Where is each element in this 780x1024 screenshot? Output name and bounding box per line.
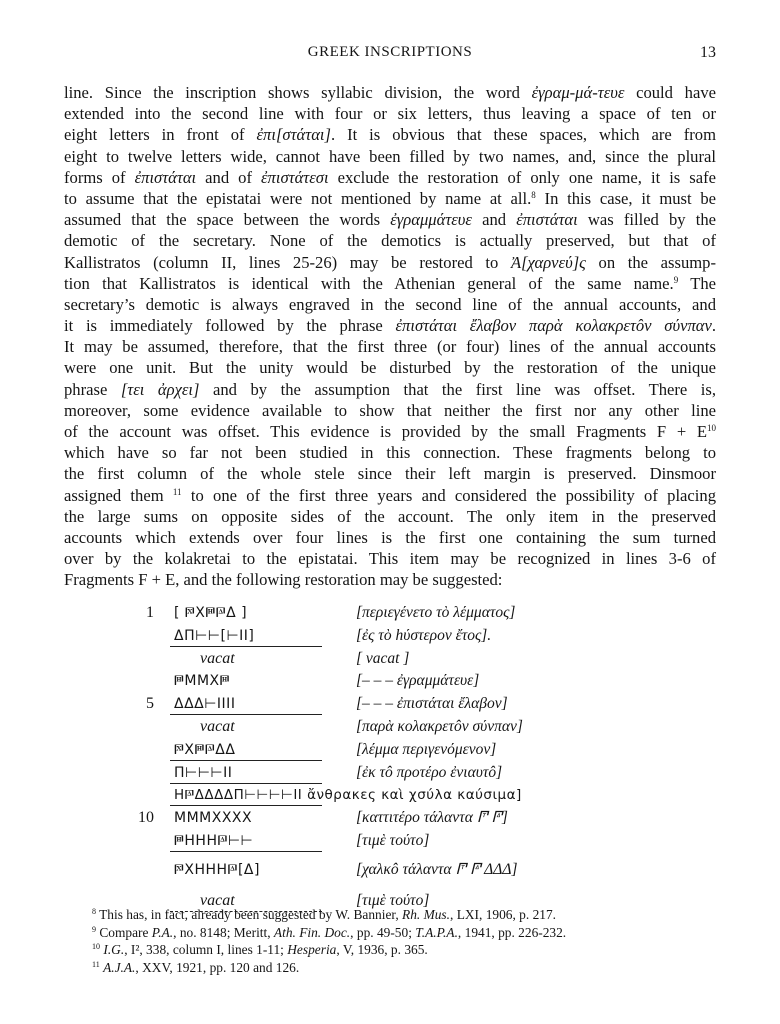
greek-phrase: ἐπιστάτεσι (261, 167, 329, 187)
restoration-text: [τιμὲ τούτο] (356, 891, 430, 909)
running-title: GREEK INSCRIPTIONS (307, 44, 473, 60)
line-number: 10 (138, 809, 154, 827)
citation-title: Hesperia (287, 942, 337, 958)
text-line (64, 336, 716, 357)
footnote-text: This has, in fact, already been suggested by W. Bannier, (99, 907, 403, 922)
inscription-row (130, 693, 570, 716)
inscription-row (130, 739, 570, 762)
inscription-restoration (130, 602, 570, 912)
greek-phrase: ἐπιστάται ἔλαβον παρὰ κολακρετôν σύνπαν (395, 316, 712, 336)
numeral-text: ΜΜΜΧΧΧΧ (174, 810, 253, 827)
numeral-text: 𐅆Χ𐅅𐅄ΔΔ (174, 741, 236, 758)
vacat-marker: vacat (200, 717, 235, 735)
footnote (92, 959, 722, 977)
text-line (64, 124, 716, 145)
citation-title: A.J.A. (103, 959, 136, 975)
numeral-text: 𐅅ΗΗΗ𐅄⊢⊢ (174, 832, 254, 849)
restoration-text: [λέμμα περιγενόμενον] (356, 740, 497, 758)
numeral-text: 𐅅ΜΜΧ𐅅 (174, 673, 231, 690)
text-run: eight letters in front of (64, 125, 257, 145)
text-line (64, 357, 716, 378)
restoration-text: [– – – ἐγραμμάτευε] (356, 672, 480, 690)
text-run: assumed that the space between the words (64, 210, 391, 230)
running-header (64, 44, 716, 70)
restoration-text: [χαλκô τάλαντα 𐅈 𐅄 ΔΔΔ] (356, 860, 518, 878)
text-line (64, 209, 716, 230)
restoration-text: [περιεγένετο τὸ λέμματος] (356, 604, 516, 621)
footnote-number: 9 (92, 924, 96, 934)
text-run: the first column of the whole stele since their left margin is preserved. Dinsmoor (64, 464, 716, 484)
text-run: and of (196, 167, 262, 187)
citation-title: Rh. Mus. (402, 907, 450, 922)
text-line (64, 273, 716, 294)
line-number: 5 (146, 695, 154, 713)
text-run: . It is obvious that these spaces, which are from (330, 125, 716, 145)
text-run: Fragments F + E, and the following restoration may be suggested: (64, 570, 503, 590)
restoration-text: [ἐκ τô προτέρο ἐνιαυτô] (356, 763, 503, 781)
text-run: the large sums on opposite sides of the account. The only item in the preserved (64, 506, 716, 526)
inscription-row (130, 859, 570, 882)
footnote-ref: 9 (673, 274, 679, 285)
line-rule (170, 851, 322, 852)
inscription-row (130, 670, 570, 693)
greek-phrase: ἐπιστάται (516, 210, 578, 230)
greek-phrase: ἐπι[στάται] (256, 125, 331, 145)
text-run: line. Since the inscription shows syllabic division, the word (64, 83, 532, 102)
inscription-row (130, 625, 570, 648)
line-number: 1 (146, 604, 154, 621)
footnote (92, 924, 722, 942)
text-run: were one unit. But the unity would be disturbed by the restoration of the unique (64, 358, 716, 378)
text-run: assigned them (64, 485, 173, 505)
text-line (64, 146, 716, 167)
greek-phrase: ἐγραμμάτευε (390, 210, 472, 230)
text-line (64, 167, 716, 188)
footnote-text: Compare (99, 924, 152, 940)
numeral-text: ΔΠ⊢⊢[⊢ΙΙ] (174, 627, 255, 644)
inscription-row (130, 784, 570, 807)
text-line (64, 527, 716, 548)
footnote-text: , XXV, 1921, pp. 120 and 126. (135, 959, 300, 975)
numeral-text: Π⊢⊢⊢ΙΙ (174, 764, 233, 781)
inscription-row (130, 762, 570, 785)
text-line (64, 400, 716, 421)
footnote-number: 10 (92, 942, 100, 952)
text-run: on the assump- (585, 252, 716, 272)
restoration-text: [καττιτέρο τάλαντα 𐅈 𐅄] (356, 809, 508, 827)
text-run: over by the kolakretai to the epistatai. This item may be recognized in lines 3-6 of (64, 549, 716, 569)
text-run: accounts which extends over four lines is the first one containing the sum turned (64, 527, 716, 547)
text-line (64, 421, 716, 442)
numeral-text: Η𐅄ΔΔΔΔΠ⊢⊢⊢⊢ΙΙ ἄνθρακες καὶ χσύλα καύσιμα] (174, 787, 522, 804)
text-run: forms of (64, 167, 135, 187)
text-run: which have so far not been studied in this connection. These fragments belong to (64, 443, 716, 463)
text-run: exclude the restoration of only one name, it is safe (328, 167, 717, 187)
text-run: demotic of the secretary. None of the demotics is actually preserved, but that of (64, 231, 716, 251)
inscription-row (130, 648, 570, 671)
text-run: to one of the first three years and considered the possibility of placing (181, 485, 716, 505)
restoration-text: [ἐς τὸ hύστερον ἔτος]. (356, 626, 492, 644)
text-run: The (678, 273, 716, 293)
text-run: moreover, some evidence available to show that neither the first nor any other line (64, 400, 716, 420)
text-line (64, 103, 716, 124)
text-line (64, 294, 716, 315)
text-run: was filled by the (577, 210, 716, 230)
footnote-ref: 10 (707, 423, 716, 433)
text-run: In this case, it must be (535, 188, 717, 208)
text-run: it is immediately followed by the phrase (64, 316, 396, 336)
body-paragraph (64, 82, 716, 591)
footnote-text: , V, 1936, p. 365. (336, 942, 428, 958)
text-run: Kallistratos (column II, lines 25-26) may be restored to (64, 252, 511, 272)
footnote-number: 8 (92, 907, 96, 916)
text-run: It may be assumed, therefore, that the first three (or four) lines of the annual accounts (64, 337, 716, 357)
citation-title: P.A. (151, 924, 174, 940)
text-line (64, 548, 716, 569)
greek-phrase: [τει ἀρχει] (120, 379, 200, 399)
footnote-text: , no. 8148; Meritt, (173, 924, 274, 940)
greek-phrase: ἐπιστάται (134, 167, 197, 187)
text-run: tion that Kallistratos is identical with the Athenian general of the same name. (64, 273, 674, 293)
restoration-text: [– – – ἐπιστάται ἔλαβον] (356, 695, 508, 713)
numeral-text: [ 𐅆Χ𐅅𐅄Δ ] (174, 605, 248, 621)
text-run: to assume that the epistatai were not mentioned by name at all. (64, 188, 532, 208)
text-line (64, 569, 716, 590)
footnote-ref: 11 (172, 486, 182, 497)
footnote-text: , 1941, pp. 226-232. (457, 924, 567, 940)
text-run: and by the assumption that the first line was offset. There is, (199, 379, 716, 399)
restoration-text: [τιμὲ τούτο] (356, 831, 430, 849)
text-line (64, 188, 716, 209)
text-line (64, 485, 716, 506)
footnote (92, 941, 722, 959)
greek-phrase: ἐγραμ-μά-τευε (531, 83, 625, 102)
text-line (64, 506, 716, 527)
footnote-ref: 8 (531, 189, 536, 200)
text-line (64, 379, 716, 400)
text-run: phrase (64, 379, 121, 399)
restoration-text: [ vacat ] (356, 649, 410, 667)
text-line (64, 252, 716, 273)
citation-title: I.G. (103, 942, 125, 958)
text-run: extended into the second line with four or six letters, thus leaving a space of ten or (64, 104, 716, 124)
vacat-marker: vacat (200, 891, 235, 909)
citation-title: Ath. Fin. Doc. (273, 924, 351, 940)
text-run: . (711, 316, 716, 336)
numeral-text: 𐅆ΧΗΗΗ𐅄[Δ] (174, 861, 260, 878)
text-run: could have (624, 83, 716, 102)
footnote-text: , I², 338, column I, lines 1-11; (124, 942, 288, 958)
text-line (64, 82, 716, 103)
footnote-text: , pp. 49-50; (350, 924, 416, 940)
text-run: eight to twelve letters wide, cannot have been filled by two names, and, since the plural (64, 146, 716, 166)
page-number: 13 (700, 44, 716, 61)
footnote (92, 906, 722, 924)
inscription-row (130, 830, 570, 853)
text-run: and (471, 210, 517, 230)
text-line (64, 442, 716, 463)
numeral-text: ΔΔΔ⊢ΙΙΙΙ (174, 696, 236, 713)
greek-phrase: Ἀ[χαρνεύ]ς (510, 252, 586, 272)
text-line (64, 315, 716, 336)
text-run: secretary’s demotic is always engraved in the second line of the annual accounts, and (64, 294, 716, 314)
citation-title: T.A.P.A. (415, 924, 458, 940)
inscription-row (130, 807, 570, 830)
inscription-row (130, 602, 570, 625)
text-line (64, 463, 716, 484)
footnote-number: 11 (92, 959, 100, 969)
vacat-marker: vacat (200, 649, 235, 667)
text-run: of the account was offset. This evidence is provided by the small Fragments F + E (64, 422, 707, 441)
text-line (64, 230, 716, 251)
inscription-row (130, 716, 570, 739)
restoration-text: [παρὰ κολακρετôν σύνπαν] (356, 717, 523, 735)
footnotes (92, 906, 722, 976)
footnote-text: , LXI, 1906, p. 217. (450, 907, 557, 922)
